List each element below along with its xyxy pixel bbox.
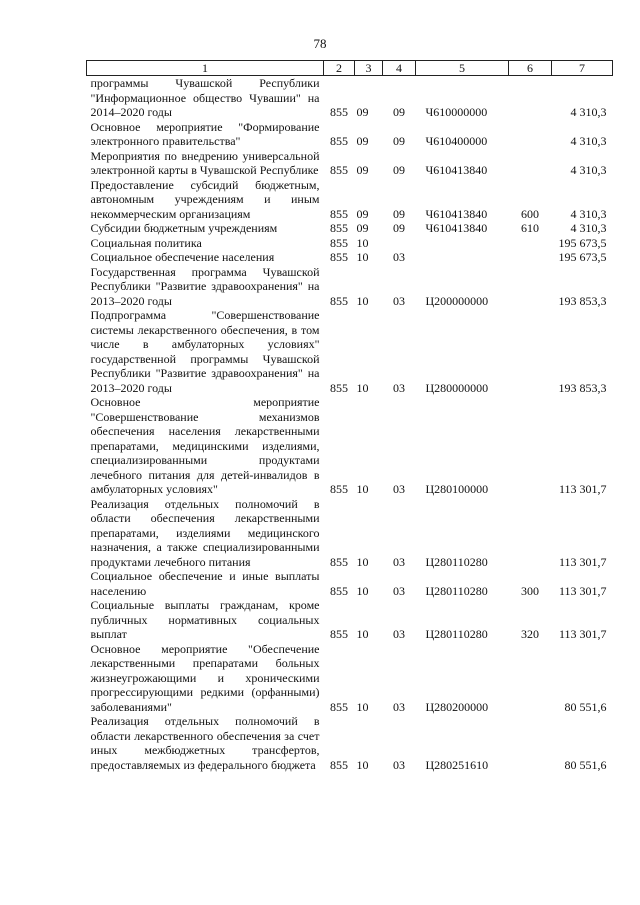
row-sum: 4 310,3 [570,134,607,148]
row-rz: 09 [356,134,369,148]
table-row [87,178,613,222]
row-gr: 855 [330,134,348,148]
row-gr: 855 [330,627,348,641]
row-name: Предоставление субсидий бюджетным, автономным учреждениям и иным некоммерческим организациям [90,177,320,221]
row-rz: 10 [356,293,369,308]
table-header-row [87,61,613,76]
header-col-6: 6 [509,61,552,76]
row-pr: 03 [393,699,405,714]
table-row [87,714,613,772]
row-pr: 03 [393,554,405,569]
row-pr [383,236,416,251]
row-rz: 09 [356,163,369,177]
row-vr: 610 [521,221,539,235]
row-pr: 03 [393,482,405,496]
row-sum: 195 673,5 [558,235,607,250]
row-name: Социальное обеспечение и иные выплаты населению [90,569,320,598]
table-row [87,642,613,715]
header-col-3: 3 [355,61,383,76]
row-vr [509,120,552,149]
row-name: Социальная политика [90,235,202,250]
row-csr: Ц280200000 [425,699,489,714]
row-gr: 855 [330,293,348,308]
row-vr [509,76,552,120]
row-name: Мероприятия по внедрению универсальной электронной карты в Чувашской Республике [90,148,320,177]
row-sum: 80 551,6 [564,757,607,772]
row-csr [416,250,509,265]
row-rz: 10 [356,627,369,641]
row-vr [509,497,552,570]
row-rz: 10 [356,250,369,264]
row-name: Основное мероприятие "Формирование электронного правительства" [90,119,320,148]
row-rz: 09 [356,206,369,221]
row-name: Основное мероприятие "Совершенствование механизмов обеспечения населения лекарственными препаратами, медицинскими изделиями, специализированными продуктами лечебного питания для детей-инвалидов в амбулаторных условиях" [90,395,320,496]
row-sum: 193 853,3 [558,380,607,395]
row-rz: 10 [356,380,369,395]
row-pr: 09 [393,134,405,148]
table-row [87,569,613,598]
row-rz: 10 [356,482,369,496]
row-pr: 09 [393,206,405,221]
table-row [87,149,613,178]
row-vr [509,308,552,395]
row-name: Социальное обеспечение населения [90,250,275,264]
table-row [87,395,613,497]
row-csr: Ц200000000 [425,293,489,308]
row-csr: Ч610413840 [425,206,488,221]
row-sum: 113 301,7 [558,554,607,569]
row-vr: 300 [521,583,539,598]
row-vr: 600 [521,206,539,221]
row-sum: 193 853,3 [558,293,607,308]
row-sum: 113 301,7 [558,627,607,641]
table-row [87,236,613,251]
row-csr: Ч610413840 [425,163,488,177]
row-csr: Ч610400000 [425,134,488,148]
row-sum: 113 301,7 [558,482,607,496]
row-vr [509,265,552,309]
row-csr: Ч610413840 [425,221,488,235]
row-csr: Ц280110280 [425,554,488,569]
row-rz: 09 [356,221,369,235]
row-gr: 855 [330,554,348,569]
budget-table [86,60,613,772]
header-col-5: 5 [416,61,509,76]
row-gr: 855 [330,482,348,496]
row-pr: 09 [393,105,405,119]
table-row [87,497,613,570]
row-sum: 195 673,5 [558,250,607,264]
row-csr: Ц280000000 [425,380,489,395]
row-vr [509,714,552,772]
row-pr: 03 [393,627,405,641]
table-row [87,76,613,120]
row-gr: 855 [330,206,348,221]
header-col-1: 1 [87,61,324,76]
row-gr: 855 [330,757,348,772]
row-sum: 4 310,3 [570,206,607,221]
header-col-4: 4 [383,61,416,76]
page-number: 78 [313,36,327,51]
row-rz: 10 [356,757,369,772]
row-rz: 10 [356,235,369,250]
row-gr: 855 [330,235,348,250]
row-gr: 855 [330,699,348,714]
row-sum: 80 551,6 [564,699,607,714]
row-rz: 10 [356,583,369,598]
row-name: программы Чувашской Республики "Информационное общество Чувашии" на 2014–2020 годы [90,76,320,119]
row-vr [509,250,552,265]
row-rz: 10 [356,699,369,714]
table-body [87,76,613,773]
row-gr: 855 [330,250,348,264]
row-vr [509,395,552,497]
row-sum: 4 310,3 [570,163,607,177]
row-csr: Ц280110280 [425,627,488,641]
row-name: Государственная программа Чувашской Республики "Развитие здравоохранения" на 2013–2020 годы [90,264,320,308]
row-gr: 855 [330,221,348,235]
row-rz: 09 [356,105,369,119]
table-row [87,265,613,309]
row-pr: 03 [393,250,405,264]
row-name: Реализация отдельных полномочий в области лекарственного обеспечения за счет иных межбюджетных трансфертов, предоставляемых из федерального бюджета [90,714,320,772]
row-csr: Ц280251610 [425,757,489,772]
table-row [87,120,613,149]
row-pr: 03 [393,293,405,308]
row-gr: 855 [330,105,348,119]
row-sum: 4 310,3 [570,221,607,235]
row-sum: 113 301,7 [558,583,607,598]
row-vr [509,149,552,178]
row-sum: 4 310,3 [570,105,607,119]
row-pr: 03 [393,380,405,395]
row-csr [416,236,509,251]
row-name: Субсидии бюджетным учреждениям [90,221,278,235]
table-row [87,221,613,236]
table-row [87,308,613,395]
row-pr: 09 [393,221,405,235]
row-gr: 855 [330,163,348,177]
row-vr [509,642,552,715]
row-name: Социальные выплаты гражданам, кроме публичных нормативных социальных выплат [90,598,320,641]
row-vr [509,236,552,251]
header-col-7: 7 [552,61,613,76]
row-csr: Ц280100000 [425,482,489,496]
row-name: Подпрограмма "Совершенствование системы лекарственного обеспечения, в том числе в амбулаторных условиях" государственной программы Чувашской Республики "Развитие здравоохранения" на 2013–2020 годы [90,308,320,395]
row-pr: 03 [393,757,405,772]
row-gr: 855 [330,380,348,395]
row-pr: 09 [393,163,405,177]
header-col-2: 2 [324,61,355,76]
table-row [87,598,613,642]
row-name: Реализация отдельных полномочий в области обеспечения лекарственными препаратами, изделиями медицинского назначения, а также специализированными продуктами лечебного питания [90,496,320,569]
row-name: Основное мероприятие "Обеспечение лекарственными препаратами больных жизнеугрожающими и хроническими прогрессирующими редкими (орфанными) заболеваниями" [90,641,320,714]
row-pr: 03 [393,583,405,598]
row-csr: Ц280110280 [425,583,488,598]
row-gr: 855 [330,583,348,598]
table-row [87,250,613,265]
row-vr: 320 [521,627,539,641]
row-rz: 10 [356,554,369,569]
row-csr: Ч610000000 [425,105,488,119]
